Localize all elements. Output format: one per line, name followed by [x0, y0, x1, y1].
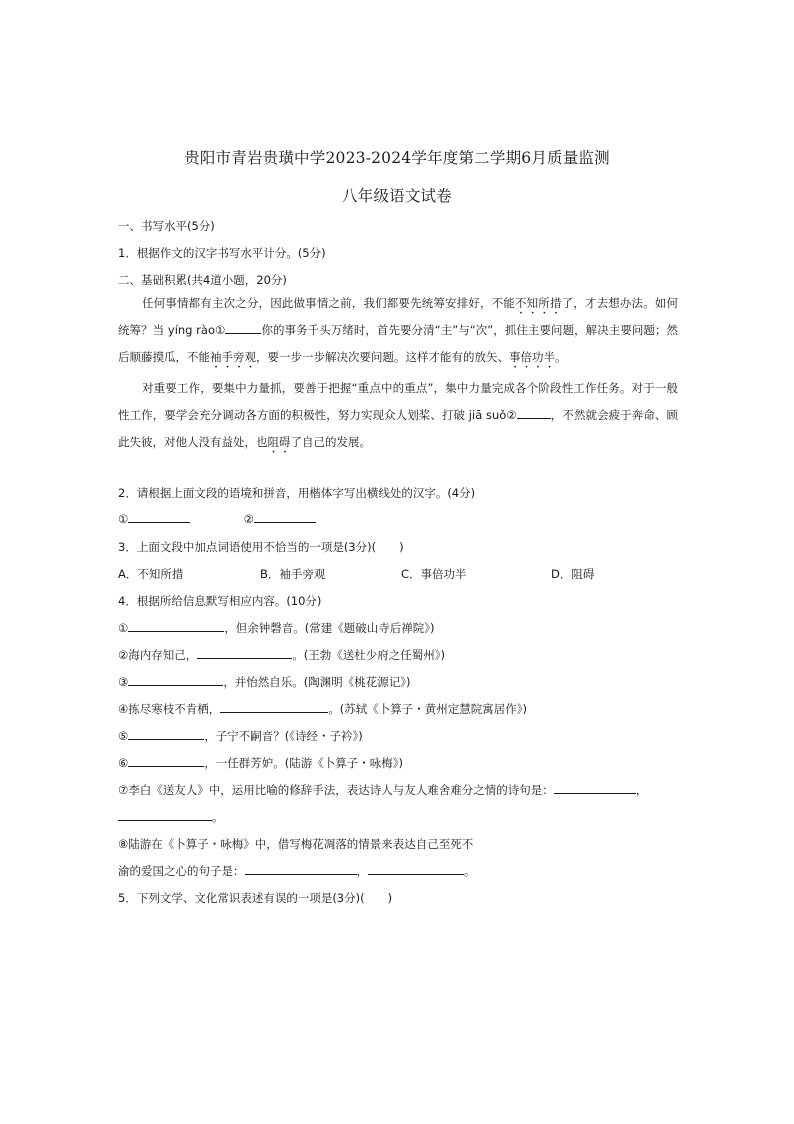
exam-subtitle: 八年级语文试卷 [342, 187, 452, 205]
recite-line-7-cont: 。 [118, 809, 224, 825]
blank-2[interactable] [517, 407, 551, 419]
dotted-word-4: 阻碍 [267, 435, 291, 449]
recite-line-2: ②海内存知己， 。(王勃《送杜少府之任蜀州》) [118, 648, 446, 662]
dotted-word-2: 袖手旁观 [210, 350, 256, 364]
option-a[interactable]: A．不知所措 [118, 567, 184, 581]
recite-blank-7a[interactable] [554, 782, 636, 794]
recite-blank-4[interactable] [220, 701, 328, 713]
recite-line-6: ⑥ ，一任群芳妒。(陆游《卜算子・咏梅》) [118, 756, 404, 770]
recite-blank-2[interactable] [197, 647, 292, 659]
passage-paragraph-1: 任何事情都有主次之分，因此做事情之前，我们都要先统筹安排好，不能不知所措了，才去想办法。如何统筹？当 yíng rào① 你的事务千头万绪时，首先要分清“主”与“次”，抓住主要问题，解决主要问题；然后顺藤摸瓜，不能袖手旁观，要一步一步解决次要问题。这样才能有的放矢、事倍功半。 [118, 296, 679, 364]
recite-blank-5[interactable] [128, 728, 204, 740]
recite-line-3: ③ ，并怡然自乐。(陶渊明《桃花源记》) [118, 675, 411, 689]
option-c[interactable]: C．事倍功半 [401, 567, 467, 581]
dotted-word-3: 事倍功半 [509, 350, 555, 364]
question-2: 2．请根据上面文段的语境和拼音，用楷体字写出横线处的汉字。(4分) [118, 486, 476, 500]
question-3: 3．上面文段中加点词语使用不恰当的一项是(3分)( ) [118, 540, 404, 554]
recite-blank-8a[interactable] [245, 863, 357, 875]
q2-answer-row: ① ② [118, 511, 316, 527]
recite-blank-7b[interactable] [118, 809, 212, 821]
recite-blank-1[interactable] [128, 620, 224, 632]
section1-heading: 一、书写水平(5分) [118, 219, 215, 233]
q2-blank-2[interactable] [254, 511, 316, 523]
recite-blank-3[interactable] [128, 674, 223, 686]
q2-blank-1[interactable] [128, 511, 190, 523]
recite-line-1: ① ，但余钟磬音。(常建《题破山寺后禅院》) [118, 621, 435, 635]
recite-line-4: ④拣尽寒枝不肯栖， 。(苏轼《卜算子・黄州定慧院寓居作》) [118, 702, 528, 716]
dotted-word-1: 不知所措 [514, 296, 562, 310]
section2-heading: 二、基础积累(共4道小题，20分) [118, 273, 287, 287]
option-b[interactable]: B．袖手旁观 [260, 567, 326, 581]
option-d[interactable]: D．阻碍 [551, 567, 595, 581]
recite-line-8: ⑧陆游在《卜算子・咏梅》中，借写梅花凋落的情景来表达自己至死不 [118, 837, 474, 851]
recite-line-5: ⑤ ，子宁不嗣音？(《诗经・子衿》) [118, 729, 363, 743]
blank-1[interactable] [225, 322, 261, 334]
question-5: 5．下列文学、文化常识表述有误的一项是(3分)( ) [118, 891, 393, 905]
question-1: 1．根据作文的汉字书写水平计分。(5分) [118, 246, 326, 260]
exam-title: 贵阳市青岩贵璜中学2023-2024学年度第二学期6月质量监测 [184, 149, 610, 167]
recite-line-7: ⑦李白《送友人》中，运用比喻的修辞手法，表达诗人与友人难舍难分之情的诗句是： ， [118, 783, 648, 797]
passage-paragraph-2: 对重要工作，要集中力量抓，要善于把握“重点中的重点”，集中力量完成各个阶段性工作任务。对于一般性工作，要学会充分调动各方面的积极性，努力实现众人划桨、打破 jiā suǒ② ，不然就会疲于奔命、顾此失彼，对他人没有益处，也阻碍了自己的发展。 [118, 381, 678, 449]
recite-blank-8b[interactable] [368, 863, 464, 875]
question-4: 4．根据所给信息默写相应内容。(10分) [118, 594, 322, 608]
reading-passage [118, 290, 678, 456]
recite-blank-6[interactable] [128, 755, 204, 767]
recite-line-8-cont: 渝的爱国之心的句子是： ， 。 [118, 864, 476, 878]
